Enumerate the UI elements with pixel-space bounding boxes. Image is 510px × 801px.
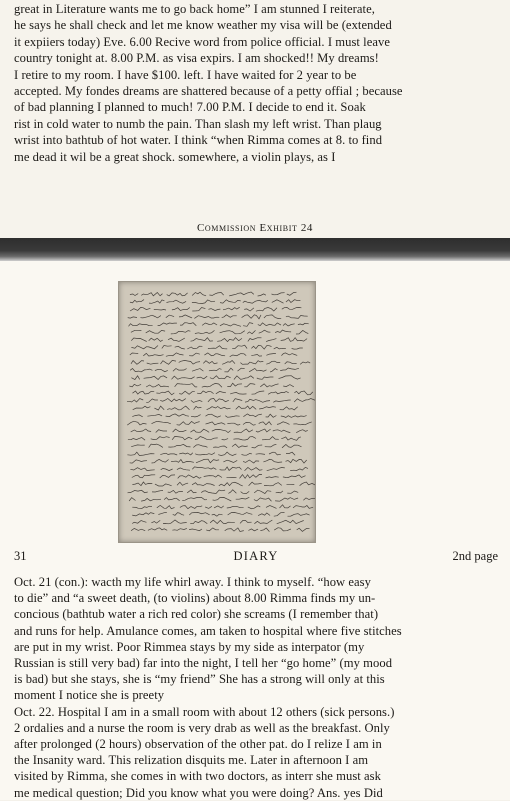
text-line: he says he shall check and let me know weather my visa will be (extended xyxy=(14,18,392,33)
text-line: Oct. 22. Hospital I am in a small room with about 12 others (sick persons.) xyxy=(14,704,395,719)
handwriting-scribble xyxy=(119,282,315,542)
text-line: Russian is still very bad) far into the night, I tell her “go home” (my mood xyxy=(14,656,393,671)
text-line: of bad planning I planned to much! 7.00 P.M. I decide to end it. Soak xyxy=(14,100,366,115)
text-line: me dead it wil be a great shock. somewhere, a violin plays, as I xyxy=(14,149,336,164)
text-line: accepted. My fondes dreams are shattered because of a petty offial ; because xyxy=(14,84,403,99)
text-line: the Insanity ward. This relization disquits me. Later in afternoon I am xyxy=(14,753,369,768)
text-line: great in Literature wants me to go back home” I am stunned I reiterate, xyxy=(14,2,375,16)
text-line: rist in cold water to numb the pain. Than slash my left wrist. Than plaug xyxy=(14,116,382,131)
text-line: I retire to my room. I have $100. left. I have waited for 2 year to be xyxy=(14,67,357,82)
text-line: it expiiers today) Eve. 6.00 Recive word from police official. I must leave xyxy=(14,34,390,49)
page-number: 31 xyxy=(14,549,27,563)
exhibit-label: Commission Exhibit 24 xyxy=(196,222,314,234)
text-line: is bad) but she stays, she is “my friend” She has a strong will only at this xyxy=(14,672,385,687)
text-line: Oct. 21 (con.): wacth my life whirl away. I think to myself. “how easy xyxy=(14,575,371,589)
text-line: concious (bathtub water a rich red color) she screams (I remember that) xyxy=(14,607,379,622)
text-line: 2 ordalies and a nurse the room is very drab as well as the breakfast. Only xyxy=(14,720,390,735)
text-line: and runs for help. Amulance comes, am taken to hospital where five stitches xyxy=(14,623,402,638)
text-line: visited by Rimma, she comes in with two doctors, as interr she must ask xyxy=(14,769,381,784)
handwriting-strokes xyxy=(127,292,315,532)
top-document-page xyxy=(0,0,510,238)
text-line: to die” and “a sweet death, (to violins) about 8.00 Rimma finds my un- xyxy=(14,591,376,606)
text-line: wrist into bathtub of hot water. I think “when Rimma comes at 8. to find xyxy=(14,133,383,148)
handwritten-diary-page-icon xyxy=(118,281,316,543)
text-line: moment I notice she is preety xyxy=(14,688,165,703)
bottom-page-text xyxy=(14,574,498,801)
bottom-document-page xyxy=(0,261,510,800)
text-line: me medical question; Did you know what you were doing? Ans. yes Did xyxy=(14,785,383,800)
page-label: 2nd page xyxy=(452,549,498,563)
text-line: are put in my wrist. Poor Rimmea stays by my side as interpator (my xyxy=(14,639,365,654)
text-line: after prolonged (2 hours) observation of the other pat. do I relize I am in xyxy=(14,737,382,752)
page-header xyxy=(14,549,498,567)
page-separator xyxy=(0,238,510,261)
page-title: DIARY xyxy=(233,549,279,563)
text-line: country tonight at. 8.00 P.M. as visa expirs. I am shocked!! My dreams! xyxy=(14,51,379,66)
top-page-text xyxy=(14,1,498,165)
